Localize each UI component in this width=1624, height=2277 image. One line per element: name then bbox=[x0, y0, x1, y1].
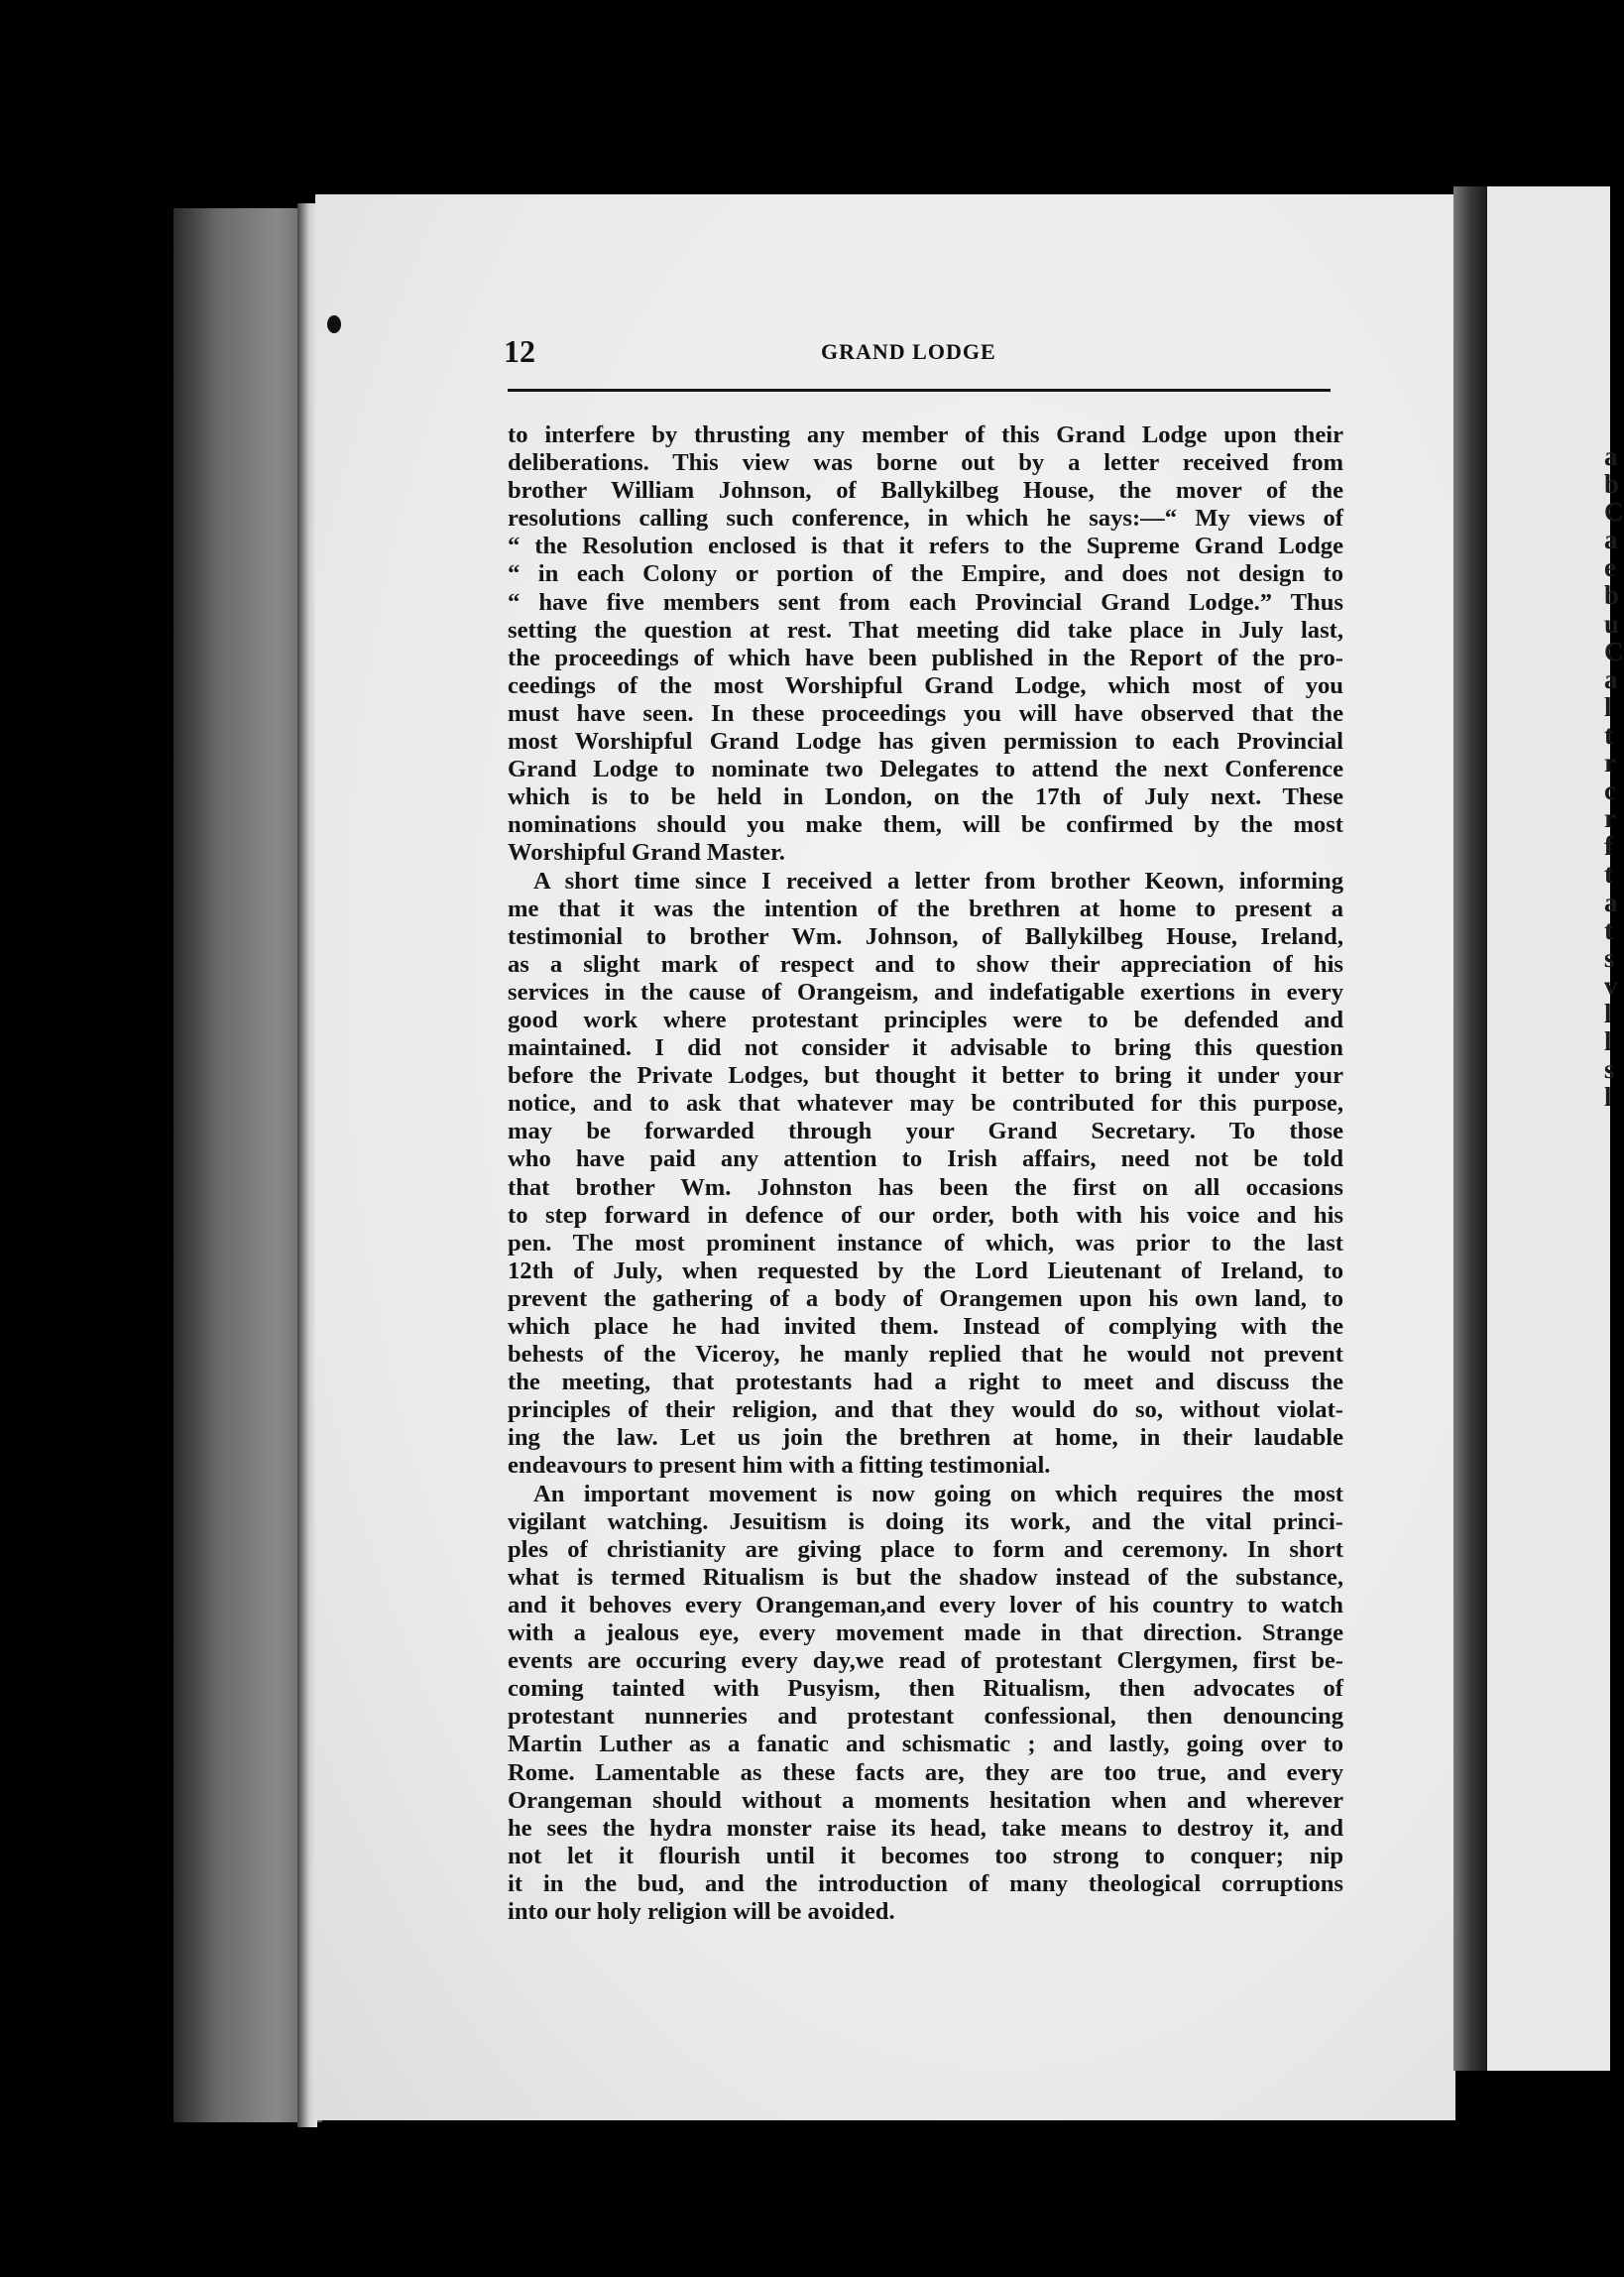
text-line: coming tainted with Pusyism, then Ritualism, then advocates of bbox=[508, 1675, 1343, 1703]
facing-page-letter: a bbox=[1604, 525, 1618, 555]
text-line: ples of christianity are giving place to form and ceremony. In short bbox=[508, 1535, 1343, 1563]
text-line: and it behoves every Orangeman,and every lover of his country to watch bbox=[508, 1591, 1343, 1618]
text-line: “ in each Colony or portion of the Empire, and does not design to bbox=[508, 560, 1343, 588]
header-rule bbox=[508, 389, 1331, 392]
facing-page-letter: a bbox=[1604, 663, 1618, 694]
text-line: 12th of July, when requested by the Lord Lieutenant of Ireland, to bbox=[508, 1257, 1343, 1284]
text-line: he sees the hydra monster raise its head, take means to destroy it, and bbox=[508, 1814, 1343, 1842]
text-line: Martin Luther as a fanatic and schismatic ; and lastly, going over to bbox=[508, 1731, 1343, 1758]
paragraph bbox=[508, 1481, 1343, 1927]
facing-page-letter: l bbox=[1604, 691, 1612, 722]
text-line: Rome. Lamentable as these facts are, they are too true, and every bbox=[508, 1758, 1343, 1786]
text-line: deliberations. This view was borne out by a letter received from bbox=[508, 449, 1343, 477]
text-line: maintained. I did not consider it advisable to bring this question bbox=[508, 1034, 1343, 1062]
text-line: with a jealous eye, every movement made in that direction. Strange bbox=[508, 1619, 1343, 1647]
facing-page-letter: c bbox=[1604, 776, 1616, 806]
text-line: which is to be held in London, on the 17th of July next. These bbox=[508, 783, 1343, 811]
facing-page-letter: s bbox=[1604, 1054, 1615, 1085]
text-line: “ have five members sent from each Provincial Grand Lodge.” Thus bbox=[508, 588, 1343, 616]
text-line: An important movement is now going on which requires the most bbox=[533, 1480, 1343, 1507]
text-line: pen. The most prominent instance of which, was prior to the last bbox=[508, 1229, 1343, 1257]
text-line: before the Private Lodges, but thought it better to bring it under your bbox=[508, 1062, 1343, 1090]
page-edge bbox=[297, 203, 317, 2127]
text-line: endeavours to present him with a fitting testimonial. bbox=[508, 1452, 1051, 1480]
paragraph bbox=[508, 421, 1343, 868]
text-line: that brother Wm. Johnston has been the first on all occasions bbox=[508, 1173, 1343, 1201]
text-line: the proceedings of which have been published in the Report of the pro- bbox=[508, 644, 1343, 671]
facing-page-letter: e bbox=[1604, 552, 1616, 583]
running-head: GRAND LODGE bbox=[821, 339, 996, 364]
text-line: nominations should you make them, will be confirmed by the most bbox=[508, 811, 1343, 839]
facing-page-letter: C bbox=[1604, 497, 1624, 528]
text-line: Worshipful Grand Master. bbox=[508, 839, 785, 867]
ink-spot bbox=[327, 315, 341, 333]
text-line: good work where protestant principles were to be defended and bbox=[508, 1006, 1343, 1033]
text-line: to interfere by thrusting any member of this Grand Lodge upon their bbox=[508, 421, 1343, 448]
text-line: most Worshipful Grand Lodge has given permission to each Provincial bbox=[508, 728, 1343, 756]
facing-page-letter: l bbox=[1604, 998, 1612, 1028]
text-line: services in the cause of Orangeism, and indefatigable exertions in every bbox=[508, 978, 1343, 1006]
page-body-text bbox=[508, 421, 1343, 1926]
facing-page-letter: s bbox=[1604, 942, 1615, 973]
text-line: events are occuring every day,we read of protestant Clergymen, first be- bbox=[508, 1647, 1343, 1675]
text-line: me that it was the intention of the brethren at home to present a bbox=[508, 895, 1343, 922]
text-line: who have paid any attention to Irish affairs, need not be told bbox=[508, 1145, 1343, 1173]
text-line: protestant nunneries and protestant confessional, then denouncing bbox=[508, 1703, 1343, 1731]
facing-page-letter: a bbox=[1604, 887, 1618, 917]
text-line: brother William Johnson, of Ballykilbeg House, the mover of the bbox=[508, 477, 1343, 505]
facing-page-letter: t bbox=[1604, 914, 1613, 945]
text-line: A short time since I received a letter from brother Keown, informing bbox=[533, 867, 1343, 895]
text-line: into our holy religion will be avoided. bbox=[508, 1897, 895, 1925]
facing-page-letter: l bbox=[1604, 1025, 1612, 1056]
page-gutter-shadow bbox=[1453, 186, 1487, 2071]
text-line: it in the bud, and the introduction of many theological corruptions bbox=[508, 1869, 1343, 1897]
text-line: Grand Lodge to nominate two Delegates to attend the next Conference bbox=[508, 756, 1343, 783]
facing-page-letter: r bbox=[1604, 748, 1616, 779]
text-line: prevent the gathering of a body of Orangemen upon his own land, to bbox=[508, 1284, 1343, 1312]
facing-page-letter: v bbox=[1604, 970, 1618, 1001]
text-line: ceedings of the most Worshipful Grand Lodge, which most of you bbox=[508, 671, 1343, 699]
facing-page-letter: r bbox=[1604, 803, 1616, 834]
text-line: which place he had invited them. Instead of complying with the bbox=[508, 1313, 1343, 1340]
text-line: notice, and to ask that whatever may be contributed for this purpose, bbox=[508, 1090, 1343, 1118]
text-line: testimonial to brother Wm. Johnson, of Ballykilbeg House, Ireland, bbox=[508, 922, 1343, 950]
text-line: the meeting, that protestants had a right to meet and discuss the bbox=[508, 1369, 1343, 1396]
text-line: principles of their religion, and that they would do so, without violat- bbox=[508, 1396, 1343, 1424]
facing-page-letter: b bbox=[1604, 580, 1620, 611]
text-line: ing the law. Let us join the brethren at home, in their laudable bbox=[508, 1424, 1343, 1452]
text-line: not let it flourish until it becomes too strong to conquer; nip bbox=[508, 1842, 1343, 1869]
text-line: vigilant watching. Jesuitism is doing its work, and the vital princi- bbox=[508, 1507, 1343, 1535]
page-header bbox=[504, 333, 1333, 373]
facing-page-letter: u bbox=[1604, 608, 1620, 639]
text-line: behests of the Viceroy, he manly replied that he would not prevent bbox=[508, 1341, 1343, 1369]
text-line: to step forward in defence of our order, both with his voice and his bbox=[508, 1201, 1343, 1229]
facing-page-letter: b bbox=[1604, 469, 1620, 500]
text-line: as a slight mark of respect and to show their appreciation of his bbox=[508, 950, 1343, 978]
facing-page-letter: t bbox=[1604, 719, 1613, 750]
paragraph bbox=[508, 868, 1343, 1481]
text-line: what is termed Ritualism is but the shadow instead of the substance, bbox=[508, 1563, 1343, 1591]
facing-page-letter: a bbox=[1604, 441, 1618, 471]
facing-page-letters bbox=[1604, 442, 1624, 1111]
page-number: 12 bbox=[504, 333, 535, 369]
text-line: resolutions calling such conference, in which he says:—“ My views of bbox=[508, 505, 1343, 533]
text-line: setting the question at rest. That meeting did take place in July last, bbox=[508, 616, 1343, 644]
text-line: may be forwarded through your Grand Secretary. To those bbox=[508, 1118, 1343, 1145]
text-line: “ the Resolution enclosed is that it refers to the Supreme Grand Lodge bbox=[508, 533, 1343, 560]
facing-page-letter: l bbox=[1604, 1082, 1612, 1113]
facing-page-letter: C bbox=[1604, 636, 1624, 666]
text-line: Orangeman should without a moments hesitation when and wherever bbox=[508, 1786, 1343, 1814]
text-line: must have seen. In these proceedings you will have observed that the bbox=[508, 699, 1343, 727]
facing-page-edge bbox=[1487, 186, 1624, 2071]
facing-page-letter: t bbox=[1604, 859, 1613, 890]
facing-page-letter: f bbox=[1604, 831, 1613, 862]
